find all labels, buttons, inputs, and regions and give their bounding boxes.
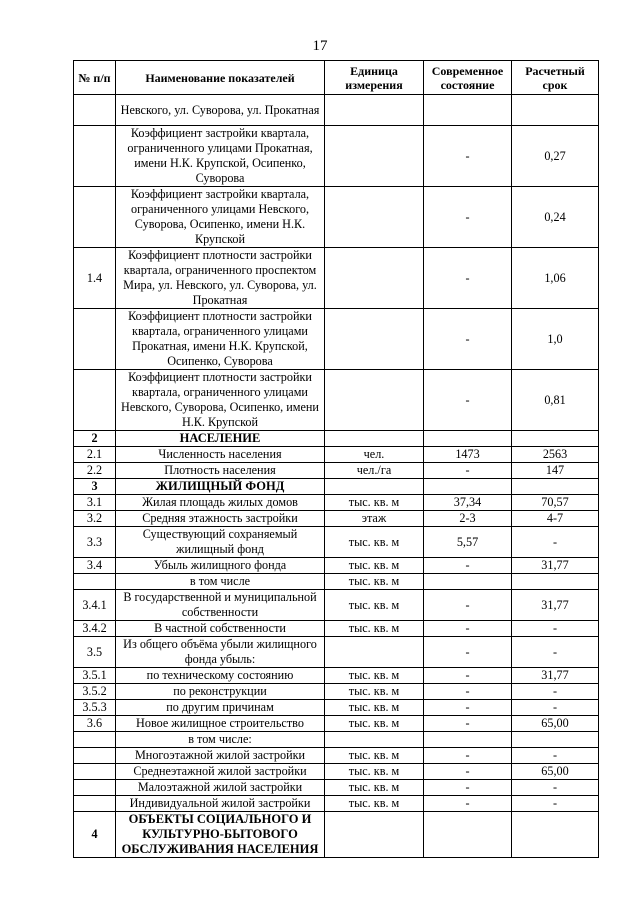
cell-name: Невского, ул. Суворова, ул. Прокатная (116, 95, 325, 126)
cell-num: 3.5 (74, 637, 116, 668)
cell-current: - (424, 748, 512, 764)
table-row (74, 126, 599, 187)
table-row (74, 463, 599, 479)
cell-current: - (424, 764, 512, 780)
cell-unit: тыс. кв. м (325, 700, 424, 716)
cell-num: 3.5.2 (74, 684, 116, 700)
table-row (74, 748, 599, 764)
cell-name: по реконструкции (116, 684, 325, 700)
cell-current: - (424, 463, 512, 479)
cell-num (74, 95, 116, 126)
table-row (74, 668, 599, 684)
cell-current (424, 431, 512, 447)
cell-current: - (424, 590, 512, 621)
header-target: Расчетный срок (512, 61, 599, 95)
cell-name: Существующий сохраняемый жилищный фонд (116, 527, 325, 558)
cell-num: 2.1 (74, 447, 116, 463)
cell-name: по другим причинам (116, 700, 325, 716)
cell-name: НАСЕЛЕНИЕ (116, 431, 325, 447)
cell-current: - (424, 621, 512, 637)
table-row (74, 700, 599, 716)
cell-unit: тыс. кв. м (325, 764, 424, 780)
cell-current: - (424, 716, 512, 732)
cell-current: - (424, 684, 512, 700)
cell-unit: тыс. кв. м (325, 590, 424, 621)
cell-num (74, 796, 116, 812)
cell-unit: тыс. кв. м (325, 527, 424, 558)
table-row (74, 684, 599, 700)
table-row (74, 637, 599, 668)
cell-name: в том числе (116, 574, 325, 590)
cell-num: 3 (74, 479, 116, 495)
cell-num: 3.4.2 (74, 621, 116, 637)
cell-name: Убыль жилищного фонда (116, 558, 325, 574)
cell-unit: тыс. кв. м (325, 574, 424, 590)
cell-current: 1473 (424, 447, 512, 463)
cell-current: - (424, 558, 512, 574)
cell-target: 1,06 (512, 248, 599, 309)
cell-target: 4-7 (512, 511, 599, 527)
cell-num (74, 309, 116, 370)
page-number: 17 (312, 38, 328, 54)
cell-unit (325, 126, 424, 187)
cell-num: 3.6 (74, 716, 116, 732)
cell-current: - (424, 637, 512, 668)
table-row (74, 511, 599, 527)
cell-current: - (424, 780, 512, 796)
cell-num (74, 732, 116, 748)
cell-name: Многоэтажной жилой застройки (116, 748, 325, 764)
cell-target: 147 (512, 463, 599, 479)
cell-unit: тыс. кв. м (325, 495, 424, 511)
cell-target (512, 574, 599, 590)
cell-num: 3.4 (74, 558, 116, 574)
cell-num: 1.4 (74, 248, 116, 309)
cell-target: - (512, 748, 599, 764)
cell-num (74, 764, 116, 780)
cell-current: - (424, 668, 512, 684)
cell-target: 0,27 (512, 126, 599, 187)
table-row (74, 716, 599, 732)
cell-name: Коэффициент плотности застройки квартала, ограниченного улицами Прокатная, имени Н.К. Крупской, Осипенко, Суворова (116, 309, 325, 370)
cell-current: 5,57 (424, 527, 512, 558)
section-row (74, 431, 599, 447)
cell-num (74, 370, 116, 431)
cell-unit (325, 431, 424, 447)
cell-unit: тыс. кв. м (325, 558, 424, 574)
cell-target: - (512, 780, 599, 796)
cell-num: 4 (74, 812, 116, 858)
cell-target: 0,81 (512, 370, 599, 431)
header-current: Современное состояние (424, 61, 512, 95)
cell-num: 3.3 (74, 527, 116, 558)
cell-name: Новое жилищное строительство (116, 716, 325, 732)
cell-name: Индивидуальной жилой застройки (116, 796, 325, 812)
cell-num: 3.2 (74, 511, 116, 527)
cell-target (512, 95, 599, 126)
table-row (74, 590, 599, 621)
table-row (74, 574, 599, 590)
cell-name: Численность населения (116, 447, 325, 463)
cell-target: 1,0 (512, 309, 599, 370)
table-row (74, 796, 599, 812)
cell-unit: тыс. кв. м (325, 668, 424, 684)
cell-name: по техническому состоянию (116, 668, 325, 684)
cell-num (74, 748, 116, 764)
cell-unit: чел. (325, 447, 424, 463)
cell-current: - (424, 126, 512, 187)
cell-current (424, 479, 512, 495)
header-name: Наименование показателей (116, 61, 325, 95)
cell-current: 37,34 (424, 495, 512, 511)
table-row (74, 780, 599, 796)
cell-name: ОБЪЕКТЫ СОЦИАЛЬНОГО И КУЛЬТУРНО-БЫТОВОГО ОБСЛУЖИВАНИЯ НАСЕЛЕНИЯ (116, 812, 325, 858)
cell-target: 2563 (512, 447, 599, 463)
cell-unit (325, 309, 424, 370)
cell-target: - (512, 700, 599, 716)
cell-num: 3.5.3 (74, 700, 116, 716)
cell-current: - (424, 796, 512, 812)
cell-name: Плотность населения (116, 463, 325, 479)
cell-unit: этаж (325, 511, 424, 527)
table-row (74, 764, 599, 780)
cell-target: 0,24 (512, 187, 599, 248)
cell-unit (325, 187, 424, 248)
cell-target: - (512, 637, 599, 668)
table-row (74, 370, 599, 431)
table-row (74, 558, 599, 574)
cell-name: ЖИЛИЩНЫЙ ФОНД (116, 479, 325, 495)
cell-name: Из общего объёма убыли жилищного фонда убыль: (116, 637, 325, 668)
cell-current: - (424, 700, 512, 716)
cell-target: 31,77 (512, 558, 599, 574)
cell-name: Коэффициент застройки квартала, ограниченного улицами Невского, Суворова, Осипенко, имени Н.К. Крупской (116, 187, 325, 248)
cell-name: в том числе: (116, 732, 325, 748)
table-row (74, 495, 599, 511)
cell-unit (325, 248, 424, 309)
cell-current (424, 812, 512, 858)
cell-name: Коэффициент плотности застройки квартала, ограниченного улицами Невского, Суворова, Осипенко, имени Н.К. Крупской (116, 370, 325, 431)
cell-unit (325, 370, 424, 431)
section-row (74, 812, 599, 858)
table-row (74, 309, 599, 370)
cell-num (74, 574, 116, 590)
table-row (74, 447, 599, 463)
cell-unit (325, 732, 424, 748)
table-row (74, 527, 599, 558)
cell-target: 31,77 (512, 590, 599, 621)
cell-current: 2-3 (424, 511, 512, 527)
cell-name: В частной собственности (116, 621, 325, 637)
cell-current (424, 574, 512, 590)
cell-num (74, 126, 116, 187)
cell-target (512, 431, 599, 447)
cell-target: 65,00 (512, 764, 599, 780)
cell-unit (325, 637, 424, 668)
cell-unit (325, 812, 424, 858)
table-row (74, 732, 599, 748)
indicators-table (73, 60, 599, 858)
table-row (74, 187, 599, 248)
cell-num: 3.4.1 (74, 590, 116, 621)
table-row (74, 95, 599, 126)
cell-name: В государственной и муниципальной собственности (116, 590, 325, 621)
cell-current (424, 732, 512, 748)
cell-unit: тыс. кв. м (325, 716, 424, 732)
cell-num (74, 187, 116, 248)
cell-name: Средняя этажность застройки (116, 511, 325, 527)
cell-current (424, 95, 512, 126)
table-header-row (74, 61, 599, 95)
cell-target: - (512, 621, 599, 637)
cell-num: 2.2 (74, 463, 116, 479)
table-row (74, 621, 599, 637)
cell-unit: тыс. кв. м (325, 780, 424, 796)
cell-unit: тыс. кв. м (325, 621, 424, 637)
cell-target: - (512, 684, 599, 700)
header-num: № п/п (74, 61, 116, 95)
header-unit: Единица измерения (325, 61, 424, 95)
cell-unit (325, 479, 424, 495)
cell-name: Среднеэтажной жилой застройки (116, 764, 325, 780)
cell-current: - (424, 248, 512, 309)
cell-target: 31,77 (512, 668, 599, 684)
cell-num: 3.1 (74, 495, 116, 511)
cell-target (512, 812, 599, 858)
cell-current: - (424, 370, 512, 431)
cell-unit: тыс. кв. м (325, 748, 424, 764)
cell-unit: тыс. кв. м (325, 684, 424, 700)
section-row (74, 479, 599, 495)
cell-target: 65,00 (512, 716, 599, 732)
cell-num: 2 (74, 431, 116, 447)
cell-target (512, 479, 599, 495)
cell-name: Коэффициент плотности застройки квартала, ограниченного проспектом Мира, ул. Невского, ул. Суворова, ул. Прокатная (116, 248, 325, 309)
cell-unit: чел./га (325, 463, 424, 479)
cell-name: Малоэтажной жилой застройки (116, 780, 325, 796)
cell-target: - (512, 796, 599, 812)
cell-current: - (424, 309, 512, 370)
cell-num (74, 780, 116, 796)
cell-unit (325, 95, 424, 126)
table-body (74, 95, 599, 858)
cell-name: Жилая площадь жилых домов (116, 495, 325, 511)
cell-current: - (424, 187, 512, 248)
cell-target (512, 732, 599, 748)
cell-unit: тыс. кв. м (325, 796, 424, 812)
cell-num: 3.5.1 (74, 668, 116, 684)
cell-target: 70,57 (512, 495, 599, 511)
table-row (74, 248, 599, 309)
cell-name: Коэффициент застройки квартала, ограниченного улицами Прокатная, имени Н.К. Крупской, Осипенко, Суворова (116, 126, 325, 187)
cell-target: - (512, 527, 599, 558)
